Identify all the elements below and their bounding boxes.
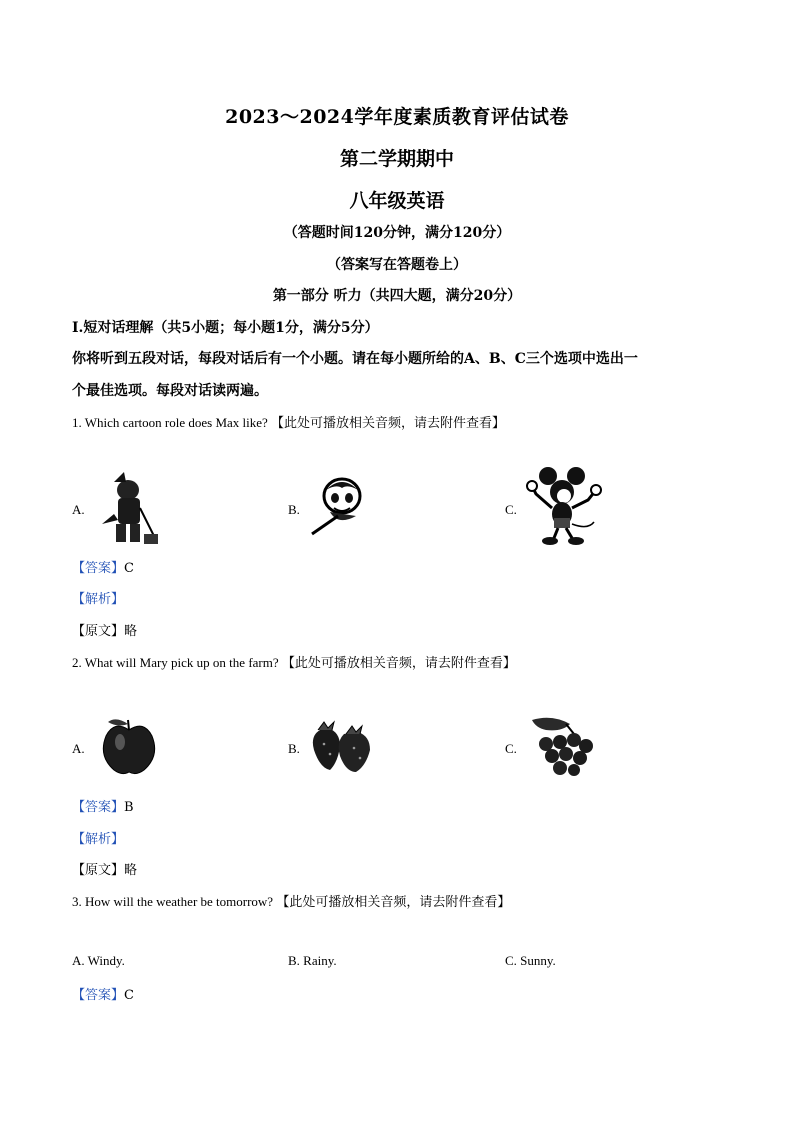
mickey-mouse-icon (524, 464, 604, 546)
q2-answer-value: B (124, 800, 134, 815)
question-1-stem: 1. Which cartoon role does Max like? 【此处可播放相关音频，请去附件查看】 (72, 415, 506, 430)
q3-option-b: B. Rainy. (288, 953, 337, 968)
q2-option-b-label: B. (288, 741, 300, 756)
answer-tag: 【答案】 (72, 988, 125, 1003)
q2-original-line (72, 859, 137, 878)
question-3-stem: 3. How will the weather be tomorrow? 【此处可播放相关音频，请去附件查看】 (72, 894, 511, 909)
q2-option-a-label: A. (72, 741, 85, 756)
part-heading: 第一部分 听力（共四大题，满分20分） (272, 288, 522, 304)
instruction-line-1: 你将听到五段对话，每段对话后有一个小题。请在每小题所给的A、B、C三个选项中选出一 (72, 351, 638, 367)
monkey-king-icon (304, 470, 376, 540)
q1-option-a-label: A. (72, 502, 85, 517)
apple-icon (96, 716, 162, 778)
q1-original-line (72, 620, 137, 639)
analysis-tag: 【解析】 (72, 832, 125, 847)
term-title: 第二学期期中 (339, 148, 454, 170)
original-tag: 【原文】 (72, 863, 125, 878)
q2-analysis-line (72, 828, 124, 847)
q3-answer-value: C (124, 988, 134, 1003)
q2-original-value: 略 (124, 863, 138, 878)
q1-original-value: 略 (124, 624, 138, 639)
grapes-icon (526, 714, 600, 778)
answer-note: （答案写在答题卷上） (327, 257, 467, 273)
subject-title: 八年级英语 (349, 190, 445, 212)
time-note: （答题时间120分钟，满分120分） (283, 225, 511, 241)
original-tag: 【原文】 (72, 624, 125, 639)
q1-analysis-line (72, 588, 124, 607)
question-2-stem: 2. What will Mary pick up on the farm? 【此处可播放相关音频，请去附件查看】 (72, 655, 516, 670)
q2-option-c-label: C. (505, 741, 517, 756)
analysis-tag: 【解析】 (72, 592, 125, 607)
answer-tag: 【答案】 (72, 800, 125, 815)
q3-answer-line (72, 984, 134, 1003)
q1-option-b-label: B. (288, 502, 300, 517)
instruction-line-2: 个最佳选项。每段对话读两遍。 (72, 383, 268, 399)
cartoon-warrior-icon (94, 468, 164, 548)
q1-option-c-label: C. (505, 502, 517, 517)
q1-answer-line (72, 557, 134, 576)
q1-answer-value: C (124, 561, 134, 576)
exam-title: 2023～2024学年度素质教育评估试卷 (225, 106, 569, 128)
section-heading: Ⅰ.短对话理解（共5小题；每小题1分，满分5分） (72, 320, 379, 336)
answer-tag: 【答案】 (72, 561, 125, 576)
q2-answer-line (72, 796, 134, 815)
q3-option-c: C. Sunny. (505, 953, 556, 968)
q3-option-a: A. Windy. (72, 953, 125, 968)
strawberries-icon (306, 716, 378, 776)
